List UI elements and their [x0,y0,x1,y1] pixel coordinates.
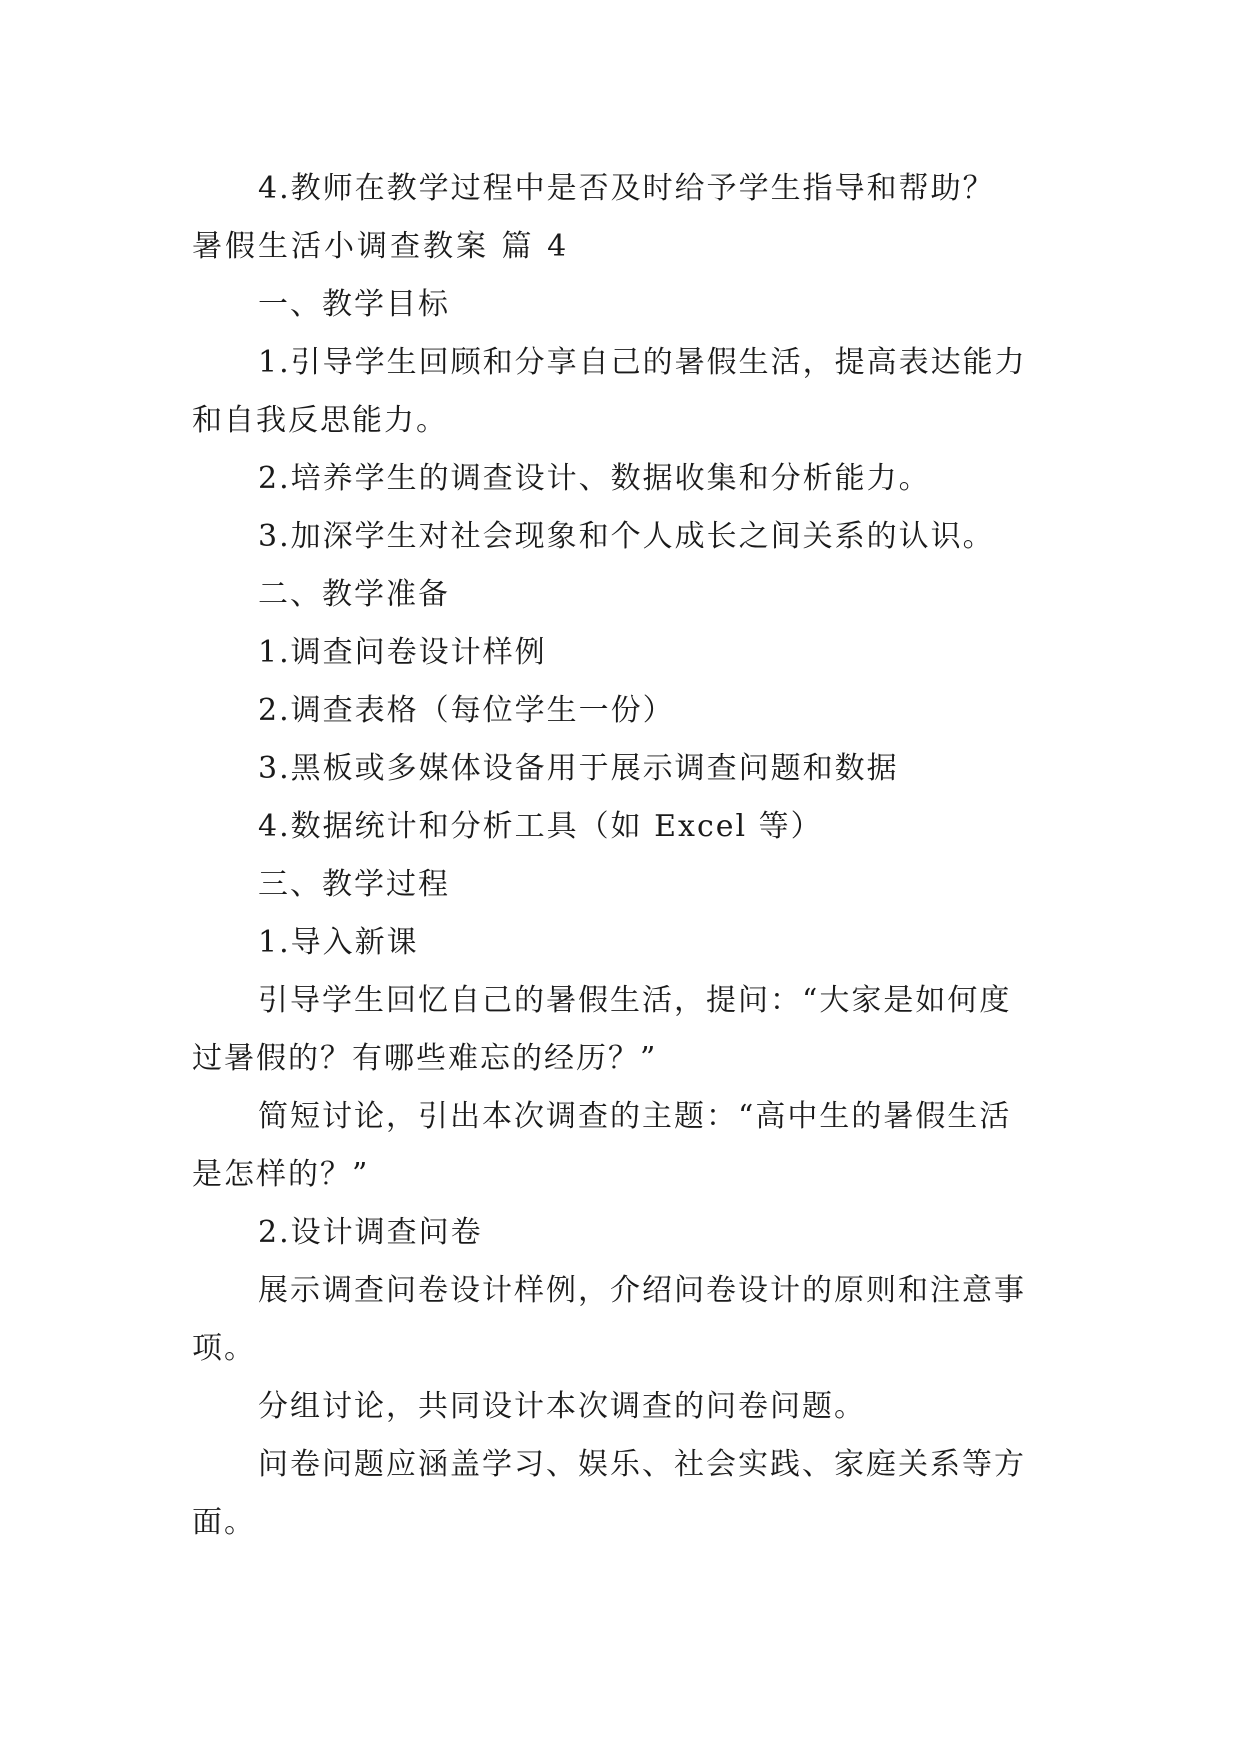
paragraph-line: 1.引导学生回顾和分享自己的暑假生活，提高表达能力 [258,345,1027,380]
paragraph-line: 3.加深学生对社会现象和个人成长之间关系的认识。 [258,519,995,554]
paragraph-line-continuation: 项。 [192,1331,256,1366]
paragraph-line: 4.教师在教学过程中是否及时给予学生指导和帮助？ [258,171,995,206]
paragraph-line-continuation: 面。 [192,1505,256,1540]
section-title: 暑假生活小调查教案 篇 4 [192,229,570,264]
document-page [192,160,1058,1552]
paragraph-line: 2.设计调查问卷 [258,1215,483,1250]
paragraph-line: 简短讨论，引出本次调查的主题：“高中生的暑假生活 [258,1099,1012,1134]
heading-teaching-preparation: 二、教学准备 [258,577,450,612]
paragraph-line: 展示调查问卷设计样例，介绍问卷设计的原则和注意事 [258,1273,1026,1308]
paragraph-line: 4.数据统计和分析工具（如 Excel 等） [258,809,823,844]
heading-teaching-goals: 一、教学目标 [258,287,450,322]
paragraph-line-continuation: 过暑假的？有哪些难忘的经历？” [192,1041,658,1076]
paragraph-line: 1.调查问卷设计样例 [258,635,547,670]
paragraph-line-continuation: 和自我反思能力。 [192,403,448,438]
paragraph-line: 3.黑板或多媒体设备用于展示调查问题和数据 [258,751,899,786]
paragraph-line: 问卷问题应涵盖学习、娱乐、社会实践、家庭关系等方 [258,1447,1026,1482]
paragraph-line-continuation: 是怎样的？” [192,1157,370,1192]
paragraph-line: 1.导入新课 [258,925,419,960]
paragraph-line: 引导学生回忆自己的暑假生活，提问：“大家是如何度 [258,983,1012,1018]
paragraph-line: 分组讨论，共同设计本次调查的问卷问题。 [258,1389,866,1424]
paragraph-line: 2.调查表格（每位学生一份） [258,693,675,728]
paragraph-line: 2.培养学生的调查设计、数据收集和分析能力。 [258,461,931,496]
heading-teaching-process: 三、教学过程 [258,867,450,902]
